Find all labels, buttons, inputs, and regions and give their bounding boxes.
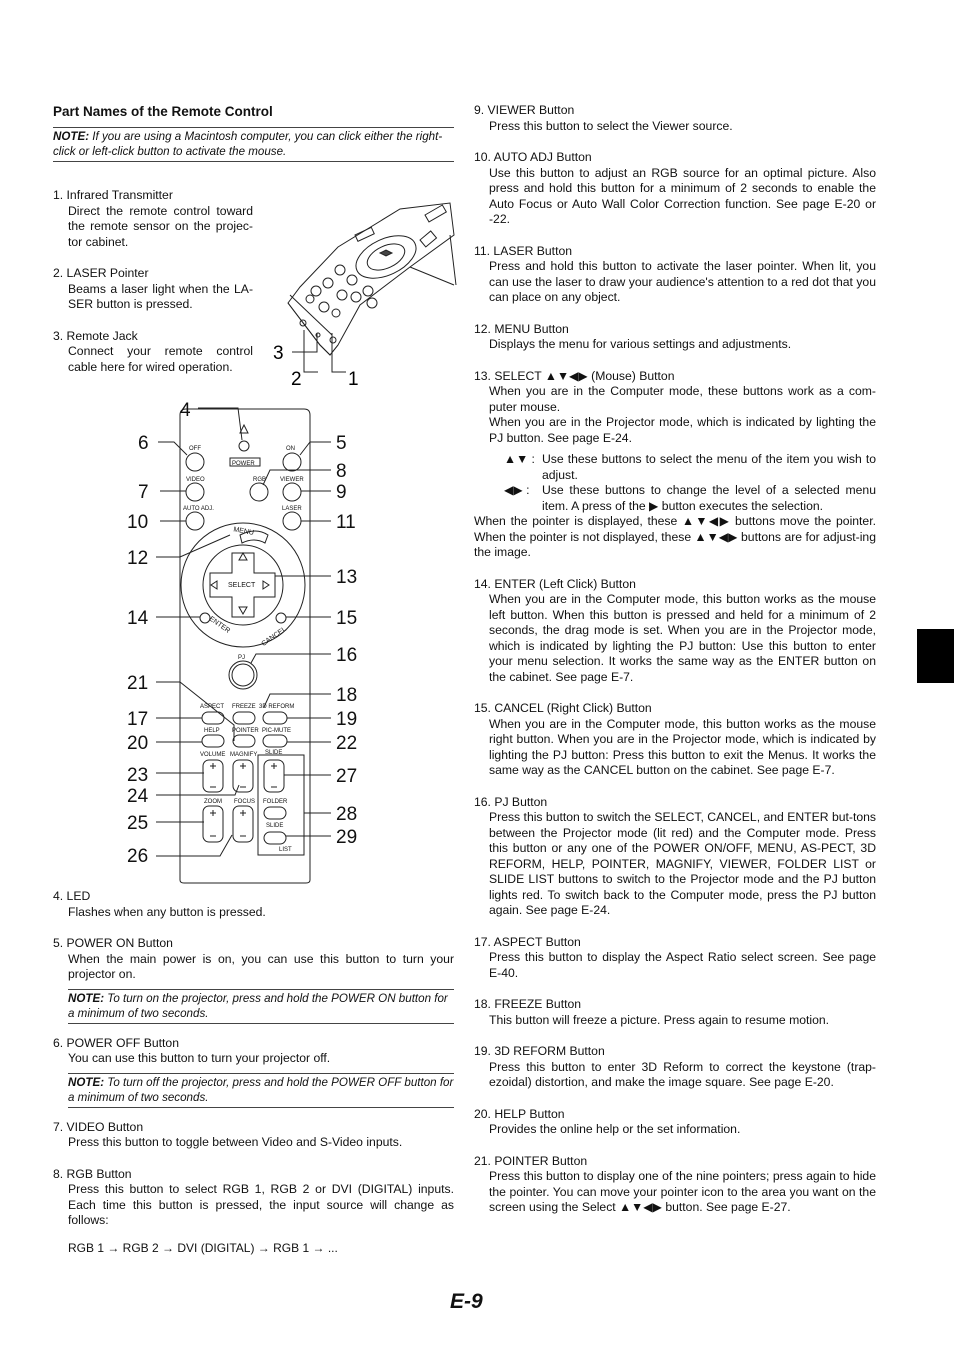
callout-1: 1: [348, 369, 359, 390]
callout-12: 12: [127, 548, 149, 569]
label-slide2: SLIDE: [266, 823, 284, 829]
label-volume: VOLUME: [200, 752, 226, 758]
callout-13: 13: [336, 567, 358, 588]
label-enter: ENTER: [207, 615, 232, 635]
list-item: 2. LASER Pointer Beams a laser light when the LA-SER button is pressed.: [53, 266, 253, 311]
label-viewer: VIEWER: [280, 477, 304, 483]
list-item: 20. HELP Button Provides the online help or the set information.: [474, 1106, 741, 1136]
list-item: 6. POWER OFF Button You can use this button to turn your projector off.: [53, 1035, 331, 1065]
callout-6: 6: [138, 433, 149, 454]
note-power-on: NOTE: To turn on the projector, press and hold the POWER ON button for a minimum of two seconds.: [68, 989, 454, 1024]
callout-26: 26: [127, 846, 149, 867]
list-item: 18. FREEZE Button This button will freeze a picture. Press again to resume motion.: [474, 997, 830, 1027]
label-power: POWER: [232, 461, 255, 467]
label-pic-mute: PIC-MUTE: [262, 728, 291, 734]
list-item-select: 13. SELECT ▲▼◀▶ (Mouse) Button When you are in the Computer mode, these buttons work as a com-puter mouse. When you are in the Projector mode, which is indicated by lighting the PJ button. See page E-24. ▲▼ : Use these buttons to select the menu of the item you wish to adjust. ◀▶ : Use these buttons to change the level of a selected menu item. A press of the ▶ button executes the selection. When the pointer is displayed, these ▲▼◀▶ buttons move the pointer. When the pointer is not displayed, these ▲▼◀▶ buttons are for adjust-ing the image.: [474, 368, 876, 559]
list-item: 11. LASER Button Press and hold this button to activate the laser pointer. When lit, you can use the laser to draw your audience's attention to a red dot that you can place on any object.: [474, 243, 876, 304]
front-callouts: [120, 395, 370, 870]
label-menu: MENU: [232, 526, 255, 537]
select-sub-updown: ▲▼ : Use these buttons to select the menu of the item you wish to adjust.: [504, 452, 876, 482]
label-zoom: ZOOM: [204, 799, 222, 805]
callout-29: 29: [336, 827, 358, 848]
list-item: 21. POINTER Button Press this button to display one of the nine pointers; press again to hide the pointer. You can move your pointer icon to the area you want on the screen using the Select ▲▼◀▶ button. See page E-27.: [474, 1153, 876, 1214]
parts-list-top: [53, 188, 253, 375]
section-heading: Part Names of the Remote Control: [53, 104, 273, 119]
callout-4: 4: [180, 400, 191, 421]
callout-8: 8: [336, 461, 347, 482]
label-video: VIDEO: [186, 477, 205, 483]
note-text: If you are using a Macintosh computer, you can click either the right-click or left-click button to activate the mouse.: [53, 130, 443, 158]
label-3d-reform: 3D REFORM: [259, 704, 295, 710]
label-pj: PJ: [238, 655, 246, 661]
list-item: 19. 3D REFORM Button Press this button to enter 3D Reform to correct the keystone (trap-ezoidal) distortion, and make the image square. See page E-20.: [474, 1044, 876, 1089]
list-item: 10. AUTO ADJ Button Use this button to adjust an RGB source for an optimal picture. Also press and hold this button for a minimum of 2 seconds to enable the Auto Focus or Auto Wall Color Correction function. See page E-20 or -22.: [474, 150, 876, 226]
list-item: 17. ASPECT Button Press this button to display the Aspect Ratio select screen. See page E-40.: [474, 934, 876, 980]
note-power-off: NOTE: To turn off the projector, press and hold the POWER OFF button for a minimum of two seconds.: [68, 1073, 454, 1108]
rgb-sequence: RGB 1 → RGB 2 → DVI (DIGITAL) → RGB 1 → ...: [68, 1241, 338, 1255]
parts-list-right: [474, 103, 876, 1216]
label-slide: SLIDE: [265, 750, 283, 756]
label-rgb: RGB: [253, 477, 267, 483]
list-item: 4. LED Flashes when any button is pressed.: [53, 889, 266, 919]
callout-9: 9: [336, 482, 347, 503]
list-item: 5. POWER ON Button When the main power is on, you can use this button to turn your projector on.: [53, 936, 454, 981]
label-freeze: FREEZE: [232, 704, 256, 710]
list-item: 8. RGB Button Press this button to select RGB 1, RGB 2 or DVI (DIGITAL) inputs. Each time this button is pressed, the input source will change as follows:: [53, 1166, 454, 1227]
callout-20: 20: [127, 733, 149, 754]
page-number: E-9: [450, 1290, 483, 1313]
label-list: LIST: [279, 847, 292, 853]
callout-28: 28: [336, 804, 358, 825]
callout-22: 22: [336, 733, 358, 754]
label-pointer: POINTER: [232, 728, 259, 734]
list-item: 15. CANCEL (Right Click) Button When you are in the Computer mode, this button works as the mouse right button. When you are in the Projector mode, which is indicated by lighting the PJ button: Press this button to exit the Menus. It works the same way as the CANCEL button on the cabinet. See page E-7.: [474, 701, 876, 777]
list-item: 14. ENTER (Left Click) Button When you are in the Computer mode, this button works as the mouse left button. When this button is pressed and held for a minimum of 2 seconds, the drag mode is set. When you are in the Projector mode, which is indicated by lighting the PJ button: Use this button to enter your menu selection. It works the same way as the ENTER button on the cabinet. See page E-7.: [474, 576, 876, 684]
label-cancel: CANCEL: [260, 625, 288, 648]
callout-11: 11: [336, 512, 356, 533]
callout-15: 15: [336, 608, 358, 629]
callout-18: 18: [336, 685, 358, 706]
list-item: 16. PJ Button Press this button to switch the SELECT, CANCEL, and ENTER but-tons between the Projector mode (lit red) and the Computer mode. Press this button or any one of the POWER ON/OFF, MENU, AS-PECT, 3D REFORM, HELP, POINTER, MAGNIFY, VIEWER, FOLDER LIST or SLIDE LIST buttons to switch to the Projector mode and the PJ button lights red. To switch back to the Computer mode, press the PJ button again. See page E-24.: [474, 794, 876, 917]
label-aspect: ASPECT: [200, 704, 225, 710]
label-folder: FOLDER: [263, 799, 288, 805]
side-callouts: [270, 330, 370, 390]
callout-3: 3: [273, 343, 284, 364]
note-label: NOTE:: [53, 130, 90, 143]
label-auto-adj: AUTO ADJ.: [183, 506, 214, 512]
callout-25: 25: [127, 813, 149, 834]
label-on: ON: [286, 446, 295, 452]
callout-23: 23: [127, 765, 149, 786]
callout-19: 19: [336, 709, 358, 730]
select-sub-leftright: ◀▶ : Use these buttons to change the level of a selected menu item. A press of the ▶ button executes the selection.: [504, 483, 876, 513]
chapter-tab-marker: [917, 629, 954, 683]
list-item: 1. Infrared Transmitter Direct the remote control toward the remote sensor on the projec-tor cabinet.: [53, 188, 253, 249]
callout-24: 24: [127, 786, 149, 807]
label-help: HELP: [204, 728, 220, 734]
callout-7: 7: [138, 482, 149, 503]
label-magnify: MAGNIFY: [230, 752, 258, 758]
callout-5: 5: [336, 433, 347, 454]
label-select: SELECT: [228, 582, 256, 589]
callout-14: 14: [127, 608, 149, 629]
list-item: 9. VIEWER Button Press this button to select the Viewer source.: [474, 103, 733, 133]
label-off: OFF: [189, 446, 201, 452]
callout-2: 2: [291, 369, 302, 390]
callout-16: 16: [336, 645, 358, 666]
list-item: 12. MENU Button Displays the menu for various settings and adjustments.: [474, 321, 792, 351]
list-item: 3. Remote Jack Connect your remote control cable here for wired operation.: [53, 328, 253, 374]
label-focus: FOCUS: [234, 799, 255, 805]
callout-10: 10: [127, 512, 149, 533]
list-item: 7. VIDEO Button Press this button to toggle between Video and S-Video inputs.: [53, 1119, 403, 1149]
callout-17: 17: [127, 709, 149, 730]
label-laser: LASER: [282, 506, 302, 512]
note-macintosh: [53, 127, 454, 162]
callout-21: 21: [127, 673, 149, 694]
parts-list-bottom: [53, 889, 454, 1229]
callout-27: 27: [336, 766, 358, 787]
